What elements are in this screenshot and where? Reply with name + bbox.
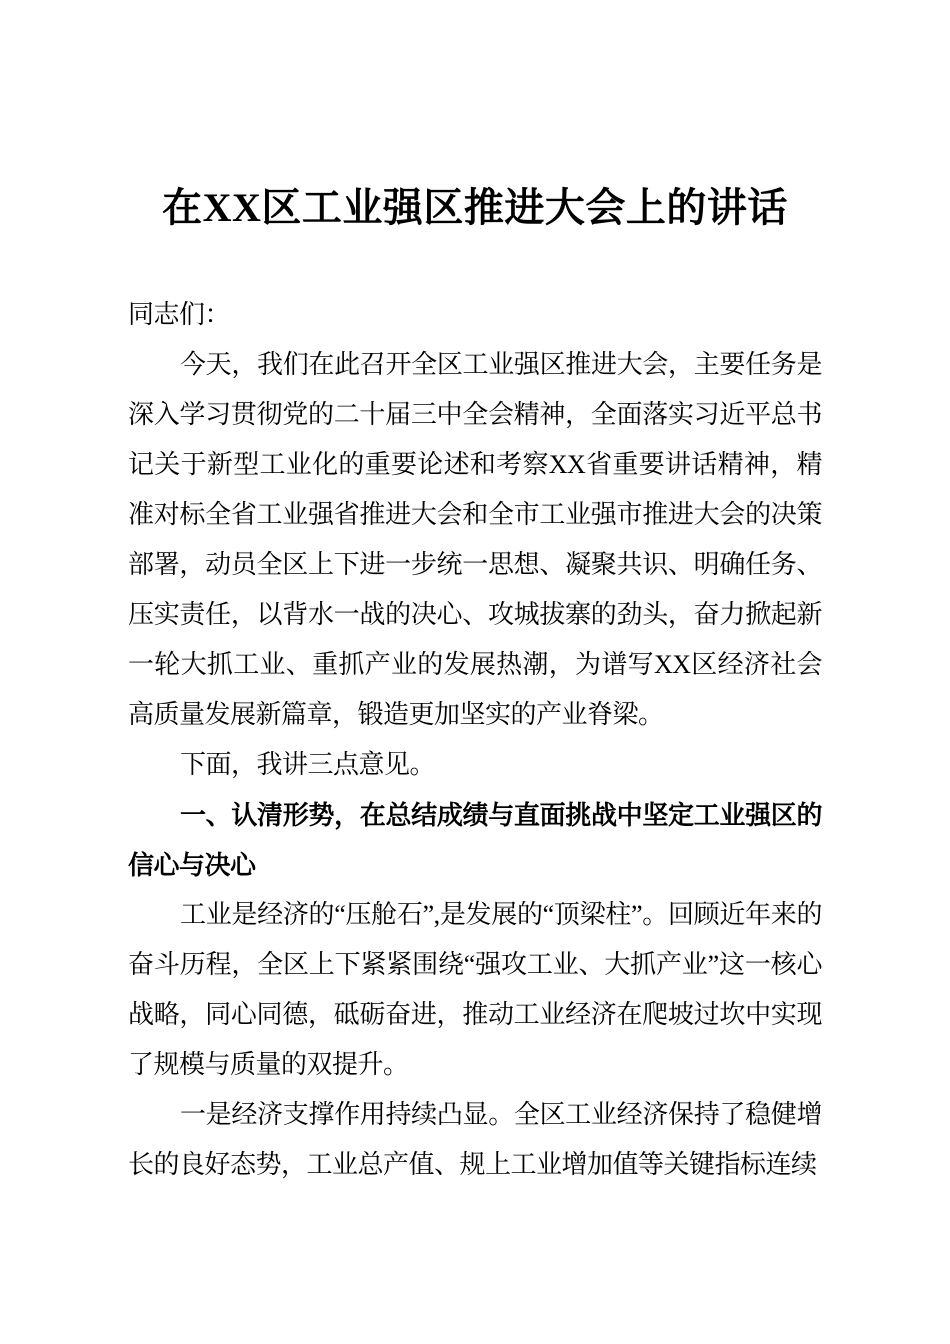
paragraph-opening: 今天，我们在此召开全区工业强区推进大会，主要任务是深入学习贯彻党的二十届三中全会精神，全面落实习近平总书记关于新型工业化的重要论述和考察XX省重要讲话精神，精准对标全省工业强省推进大会和全市工业强市推进大会的决策部署，动员全区上下进一步统一思想、凝聚共识、明确任务、压实责任，以背水一战的决心、攻城拔寨的劲头，奋力掀起新一轮大抓工业、重抓产业的发展热潮，为谱写XX区经济社会高质量发展新篇章，锻造更加坚实的产业脊梁。 [128, 350, 822, 729]
paragraph-point1: 一是经济支撑作用持续凸显。全区工业经济保持了稳健增长的良好态势，工业总产值、规上工业增加值等关键指标连续 [128, 1100, 822, 1179]
document-title: 在XX区工业强区推进大会上的讲话 [162, 185, 788, 230]
section-heading-1: 一、认清形势，在总结成绩与直面挑战中坚定工业强区的信心与决心 [128, 800, 822, 880]
paragraph-section1-intro: 工业是经济的“压舱石”,是发展的“顶梁柱”。回顾近年来的奋斗历程，全区上下紧紧围绕“强攻工业、大抓产业”这一核心战略，同心同德，砥砺奋进，推动工业经济在爬坡过坎中实现了规模与质量的双提升。 [128, 900, 822, 1079]
paragraph-transition: 下面，我讲三点意见。 [180, 750, 436, 779]
salutation-line: 同志们： [128, 300, 231, 329]
document-body [128, 290, 822, 1190]
